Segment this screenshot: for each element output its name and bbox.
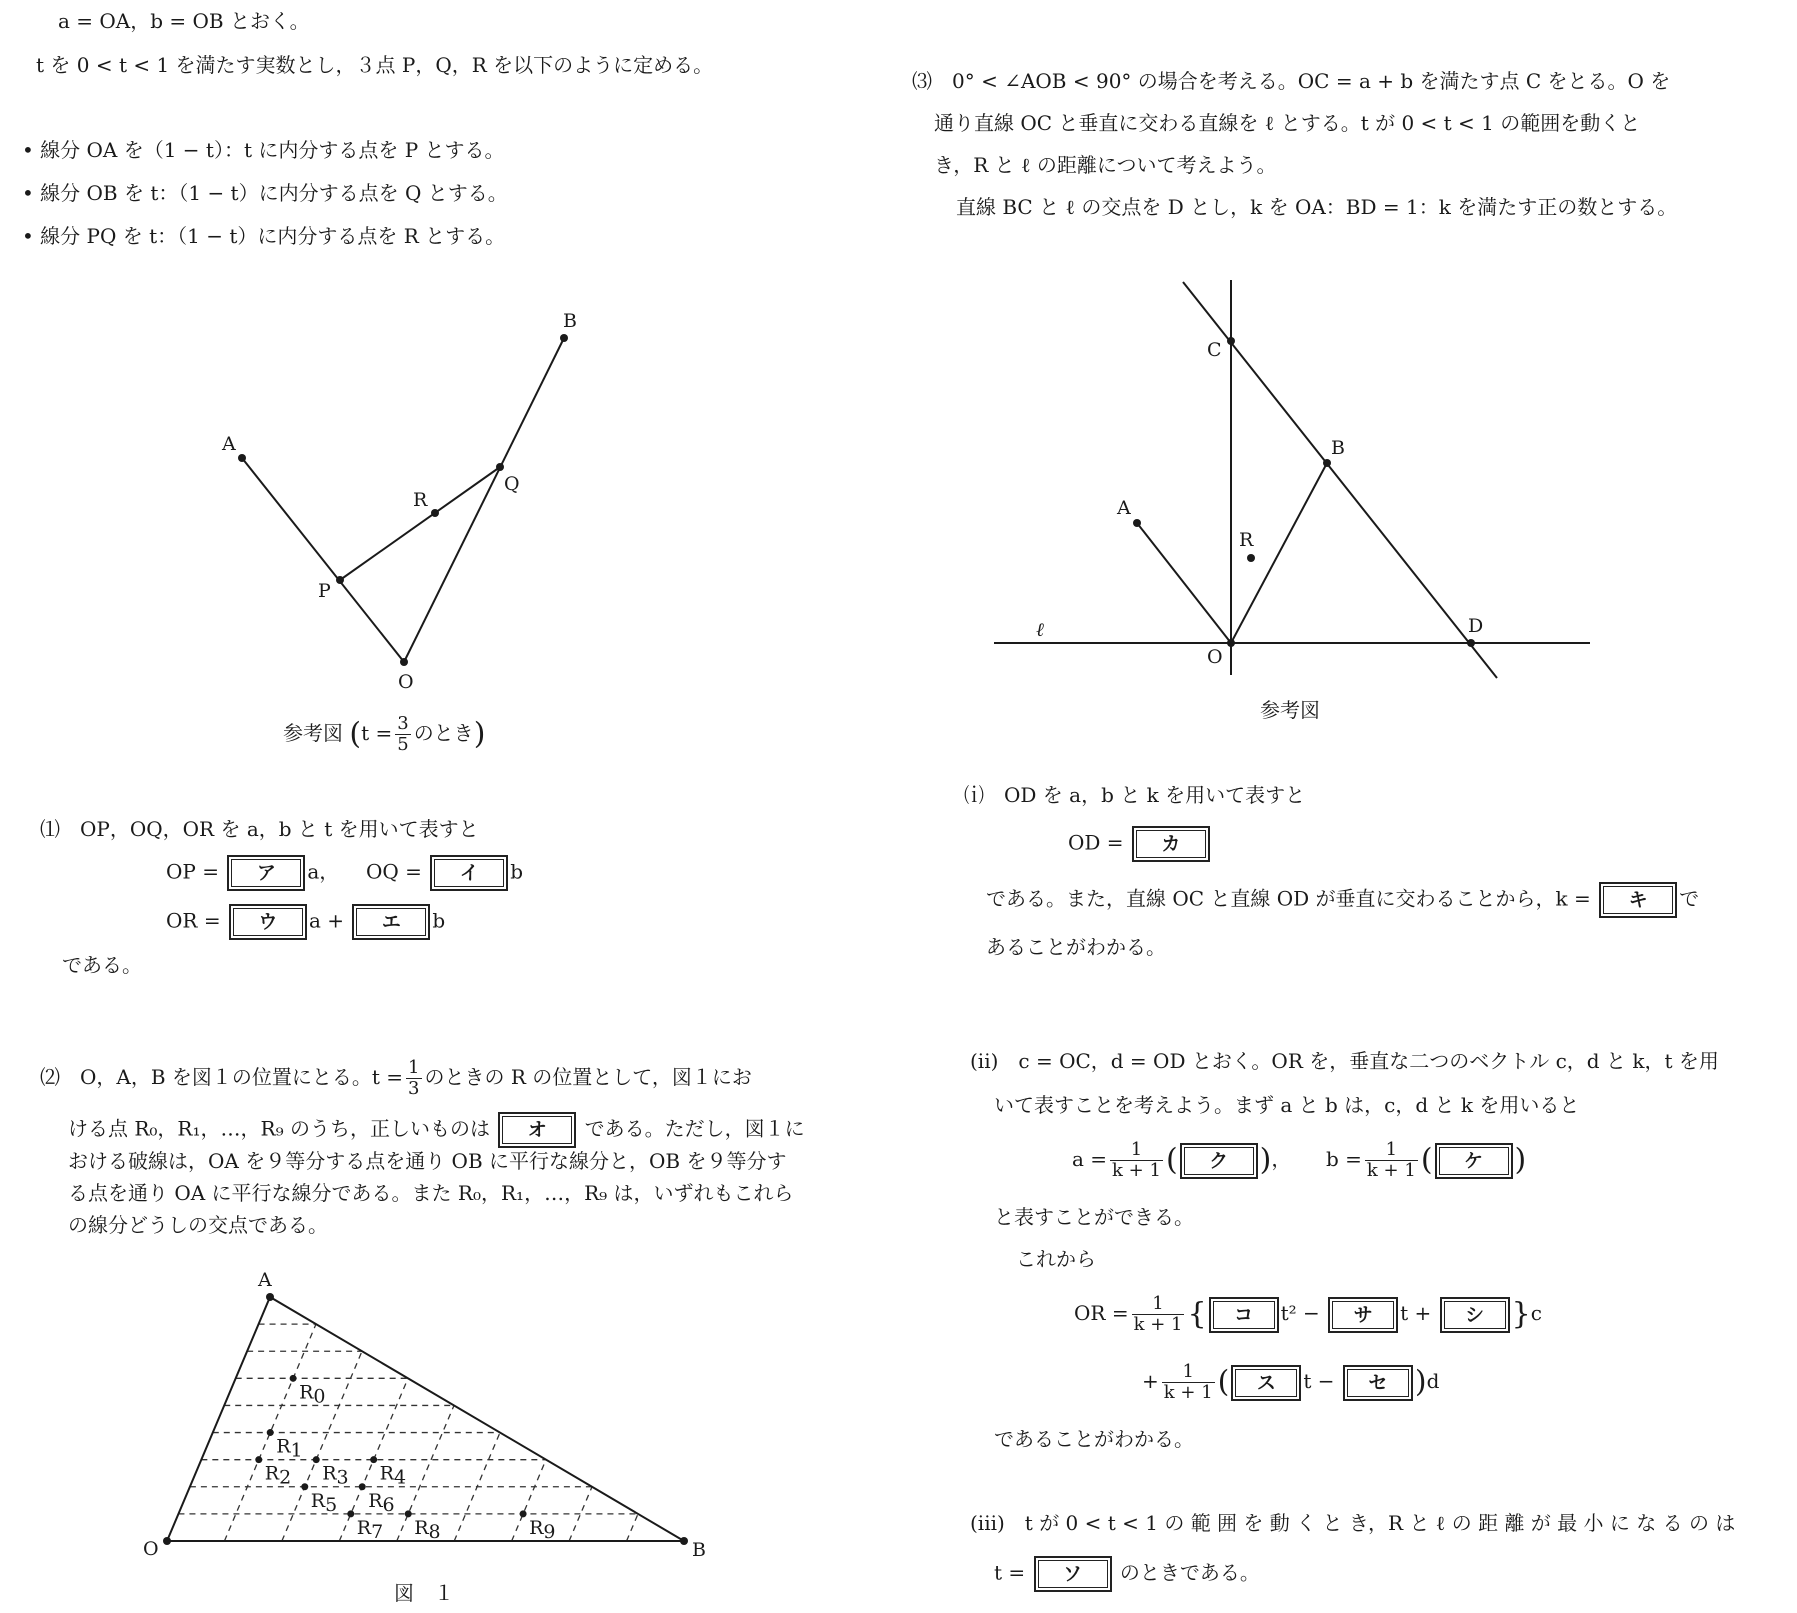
answer-box-ke[interactable]: ケ bbox=[1435, 1143, 1513, 1179]
qii-line4: と表すことができる。 bbox=[994, 1205, 1194, 1229]
qi-od-eq: OD = カ bbox=[1068, 826, 1212, 862]
answer-box-ku[interactable]: ク bbox=[1180, 1143, 1258, 1179]
q2-line5: の線分どうしの交点である。 bbox=[68, 1213, 328, 1237]
q3-line3: き，R と ℓ の距離について考えよう。 bbox=[934, 153, 1277, 177]
bullet-q: • 線分 OB を t：（1 − t）に内分する点を Q とする。 bbox=[22, 181, 508, 205]
answer-box-su[interactable]: ス bbox=[1231, 1365, 1301, 1401]
q1-end: である。 bbox=[62, 953, 142, 977]
caption-t: t = bbox=[361, 721, 393, 745]
q1-intro: ⑴ OP，OQ，OR を a，b と t を用いて表すと bbox=[40, 817, 479, 841]
answer-box-u[interactable]: ウ bbox=[229, 904, 307, 940]
qii-a-eq: a = $\frac{1}{k + 1}$ ( ク )， bbox=[1072, 1139, 1292, 1181]
qii-b-eq: b = $\frac{1}{k + 1}$ ( ケ ) bbox=[1326, 1139, 1527, 1181]
q3-line1: ⑶ 0° < ∠AOB < 90° の場合を考える。OC = a + b を満たす点 C をとる。O を bbox=[912, 69, 1671, 93]
q1-oq-eq: OQ = イ b bbox=[366, 855, 523, 891]
q2-line3: おける破線は，OA を９等分する点を通り OB に平行な線分と，OB を９等分す bbox=[68, 1149, 787, 1173]
ref-figure-2-caption: 参考図 bbox=[1260, 698, 1320, 722]
answer-box-ko[interactable]: コ bbox=[1209, 1297, 1279, 1333]
point-d bbox=[1467, 639, 1475, 647]
label-b: B bbox=[692, 1539, 706, 1561]
answer-box-shi[interactable]: シ bbox=[1440, 1297, 1510, 1333]
qi-line4: あることがわかる。 bbox=[986, 935, 1166, 959]
answer-box-a[interactable]: ア bbox=[227, 855, 305, 891]
label-l: ℓ bbox=[1036, 619, 1044, 641]
r-label-0: R0 bbox=[299, 1381, 326, 1408]
q1-op-eq: OP = ア a， bbox=[166, 855, 339, 891]
bullet-r: • 線分 PQ を t：（1 − t）に内分する点を R とする。 bbox=[22, 224, 506, 248]
point-c bbox=[1227, 337, 1235, 345]
r-label-6: R6 bbox=[368, 1489, 395, 1516]
r-label-2: R2 bbox=[264, 1462, 292, 1489]
qiii-line1: (iii) t が 0 < t < 1 の 範 囲 を 動 く と き，R と ℓ の 距 離 が 最 小 に な る の は bbox=[970, 1511, 1736, 1535]
answer-box-i[interactable]: イ bbox=[430, 855, 508, 891]
ref-figure-caption: 参考図 (t = $\frac{3}{5}$ のとき) bbox=[283, 713, 486, 755]
q3-line2: 通り直線 OC と垂直に交わる直線を ℓ とする。t が 0 < t < 1 の範囲を動くと bbox=[934, 111, 1641, 135]
qi-line3: である。また，直線 OC と直線 OD が垂直に交わることから，k = キ で bbox=[986, 882, 1699, 918]
answer-box-se[interactable]: セ bbox=[1343, 1365, 1413, 1401]
qii-d-term: + $\frac{1}{k + 1}$ ( ス t − セ )d bbox=[1142, 1361, 1440, 1403]
qi-line1: ⒤ OD を a，b と k を用いて表すと bbox=[964, 783, 1306, 807]
r-label-8: R8 bbox=[414, 1516, 441, 1543]
r-label-1: R1 bbox=[276, 1435, 303, 1462]
r-label-7: R7 bbox=[356, 1516, 384, 1543]
point-a2 bbox=[1133, 519, 1141, 527]
label-d: D bbox=[1468, 615, 1484, 637]
label-a2: A bbox=[1117, 497, 1131, 519]
qii-line2: いて表すことを考えよう。まず a と b は，c，d と k を用いると bbox=[994, 1093, 1580, 1117]
q2-line4: る点を通り OA に平行な線分である。また R₀，R₁，…，R₉ は，いずれもこれら bbox=[68, 1181, 794, 1205]
label-p: P bbox=[318, 580, 331, 602]
r-label-5: R5 bbox=[310, 1489, 338, 1516]
qii-or-eq: OR = $\frac{1}{k + 1}$ { コ t² − サ t + シ }c bbox=[1074, 1293, 1542, 1335]
answer-box-sa[interactable]: サ bbox=[1328, 1297, 1398, 1333]
label-o: O bbox=[398, 671, 414, 693]
label-c: C bbox=[1207, 339, 1222, 361]
qii-line8: であることがわかる。 bbox=[994, 1427, 1194, 1451]
label-b: B bbox=[563, 310, 577, 332]
answer-box-o[interactable]: オ bbox=[498, 1112, 576, 1148]
label-o2: O bbox=[1207, 646, 1223, 668]
answer-box-ki[interactable]: キ bbox=[1599, 882, 1677, 918]
q2-fraction: $\frac{1}{3}$ bbox=[408, 1057, 420, 1099]
q2-line2: ける点 R₀，R₁，…，R₉ のうち，正しいものは オ である。ただし，図１に bbox=[68, 1112, 805, 1148]
q2-line1: ⑵ O，A，B を図１の位置にとる。t = $\frac{1}{3}$ のときの R の位置として，図１にお bbox=[40, 1057, 752, 1099]
caption-suffix: のとき bbox=[413, 721, 474, 745]
qii-line1: (ii) c = OC，d = OD とおく。OR を，垂直な二つのベクトル c，d と k，t を用 bbox=[970, 1049, 1719, 1073]
label-o: O bbox=[143, 1538, 159, 1560]
t-definition: t を 0 < t < 1 を満たす実数とし，３点 P，Q，R を以下のように定める。 bbox=[36, 53, 714, 77]
setup-line: a = OA，b = OB とおく。 bbox=[58, 9, 310, 33]
figure-1-caption: 図 １ bbox=[394, 1581, 454, 1605]
answer-box-e[interactable]: エ bbox=[352, 904, 430, 940]
point-o2 bbox=[1227, 639, 1235, 647]
caption-fraction: $\frac{3}{5}$ bbox=[397, 713, 409, 755]
qiii-line2: t = ソ のときである。 bbox=[994, 1556, 1260, 1592]
label-r: R bbox=[413, 489, 428, 511]
r-label-9: R9 bbox=[529, 1516, 556, 1543]
answer-box-ka[interactable]: カ bbox=[1132, 826, 1210, 862]
q3-line4: 直線 BC と ℓ の交点を D とし，k を OA：BD = 1：k を満たす正の数とする。 bbox=[956, 195, 1678, 219]
label-r2: R bbox=[1239, 529, 1254, 551]
point-b2 bbox=[1323, 459, 1331, 467]
point-r2 bbox=[1247, 554, 1255, 562]
label-q: Q bbox=[504, 473, 520, 495]
caption-prefix: 参考図 bbox=[283, 721, 343, 745]
bullet-p: • 線分 OA を（1 − t）：t に内分する点を P とする。 bbox=[22, 138, 505, 162]
answer-box-so[interactable]: ソ bbox=[1034, 1556, 1112, 1592]
qii-line5: これから bbox=[1016, 1247, 1096, 1271]
q1-or-eq: OR = ウ a + エ b bbox=[166, 904, 445, 940]
label-b2: B bbox=[1331, 437, 1345, 459]
label-a: A bbox=[222, 433, 236, 455]
label-a: A bbox=[258, 1269, 272, 1291]
r-label-3: R3 bbox=[322, 1462, 349, 1489]
r-label-4: R4 bbox=[379, 1462, 407, 1489]
